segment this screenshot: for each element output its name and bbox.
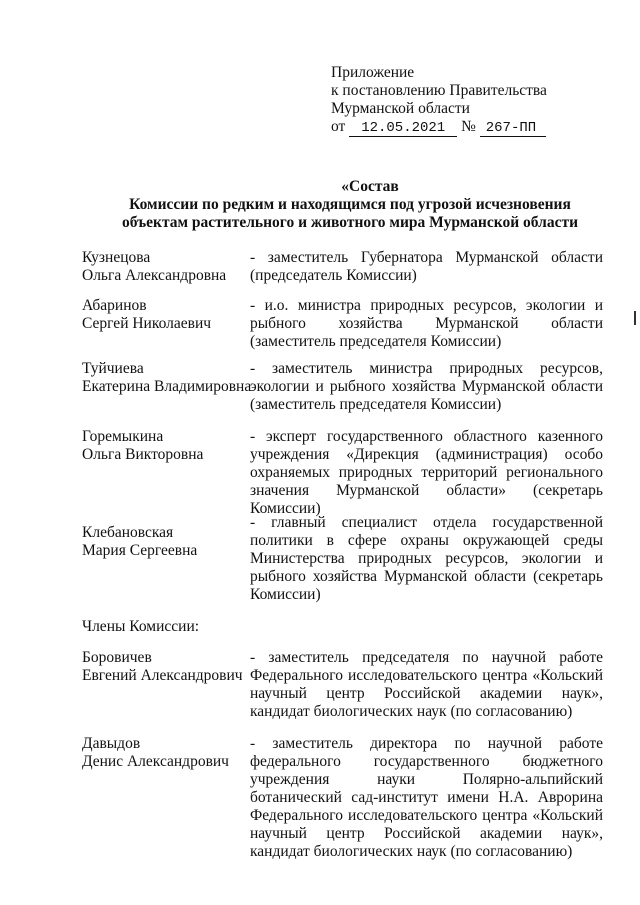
- from-label: от: [331, 118, 346, 135]
- appendix-header: [331, 64, 631, 137]
- member-name: [82, 428, 250, 514]
- document-title: [80, 178, 620, 232]
- title-line-3: объектам растительного и животного мира Мурманской области: [121, 214, 579, 231]
- member-role: - заместитель председателя по научной работе Федерального исследовательского центра «Кольский научный центр Российской академии наук», кандидат биологических наук (по согласованию): [250, 649, 603, 720]
- member-surname: Горемыкина: [82, 428, 164, 445]
- member-role: - заместитель министра природных ресурсов, экологии и рыбного хозяйства Мурманской области (заместитель председателя Комиссии): [250, 360, 603, 413]
- member-name: [82, 297, 250, 360]
- resolution-date: 12.05.2021: [349, 120, 457, 137]
- appendix-resolution-line: к постановлению Правительства: [331, 82, 547, 99]
- member-given-name: Екатерина Владимировна: [82, 378, 252, 395]
- title-line-2: Комиссии по редким и находящимся под угрозой исчезновения: [129, 196, 571, 213]
- member-given-name: Ольга Викторовна: [82, 446, 204, 463]
- appendix-region-line: Мурманской области: [331, 100, 470, 117]
- member-given-name: Евгений Александрович: [82, 667, 243, 684]
- title-line-1: «Состав: [341, 178, 399, 195]
- member-role: - заместитель директора по научной работе федерального государственного бюджетного учреждения науки Полярно-альпийский ботанический сад-институт имени Н.А. Аврорина Федерального исследовательского центра «Кольский научный центр Российской академии наук», кандидат биологических наук (по согласованию): [250, 735, 603, 860]
- member-row: [82, 428, 604, 517]
- number-label: №: [461, 118, 476, 135]
- member-given-name: Мария Сергеевна: [82, 542, 198, 559]
- appendix-date-line: [331, 118, 631, 137]
- commission-composition: [82, 249, 604, 865]
- resolution-number: 267-ПП: [480, 120, 546, 137]
- member-surname: Давыдов: [82, 735, 141, 752]
- members-section-label: Члены Комиссии:: [82, 618, 200, 635]
- member-role: - эксперт государственного областного казенного учреждения «Дирекция (администрация) особо охраняемых природных территорий регионального значения Мурманской области» (секретарь Комиссии): [250, 428, 603, 517]
- member-name: [82, 360, 250, 428]
- member-row: [82, 297, 604, 360]
- member-row: [82, 360, 604, 428]
- member-surname: Туйчиева: [82, 360, 144, 377]
- member-role: - главный специалист отдела государственной политики в сфере охраны окружающей среды Министерства природных ресурсов, экологии и рыбного хозяйства Мурманской области (секретарь Комиссии): [250, 514, 603, 603]
- member-given-name: Денис Александрович: [82, 753, 229, 770]
- member-given-name: Сергей Николаевич: [82, 315, 212, 332]
- member-surname: Кузнецова: [82, 249, 151, 266]
- member-given-name: Ольга Александровна: [82, 267, 227, 284]
- member-name: [82, 514, 250, 618]
- member-row: [82, 514, 604, 618]
- member-role: - и.о. министра природных ресурсов, экологии и рыбного хозяйства Мурманской области (заместитель председателя Комиссии): [250, 297, 603, 350]
- member-name: [82, 735, 250, 865]
- member-name: [82, 249, 250, 297]
- appendix-title: Приложение: [331, 64, 415, 81]
- member-row: [82, 649, 604, 735]
- scan-margin-mark: [634, 311, 636, 325]
- member-row: [82, 249, 604, 297]
- member-role: - заместитель Губернатора Мурманской области (председатель Комиссии): [250, 249, 603, 284]
- section-row: [82, 618, 604, 649]
- member-name: [82, 649, 250, 735]
- member-surname: Клебановская: [82, 524, 174, 541]
- member-surname: Боровичев: [82, 649, 152, 666]
- member-surname: Абаринов: [82, 297, 147, 314]
- member-row: [82, 735, 604, 865]
